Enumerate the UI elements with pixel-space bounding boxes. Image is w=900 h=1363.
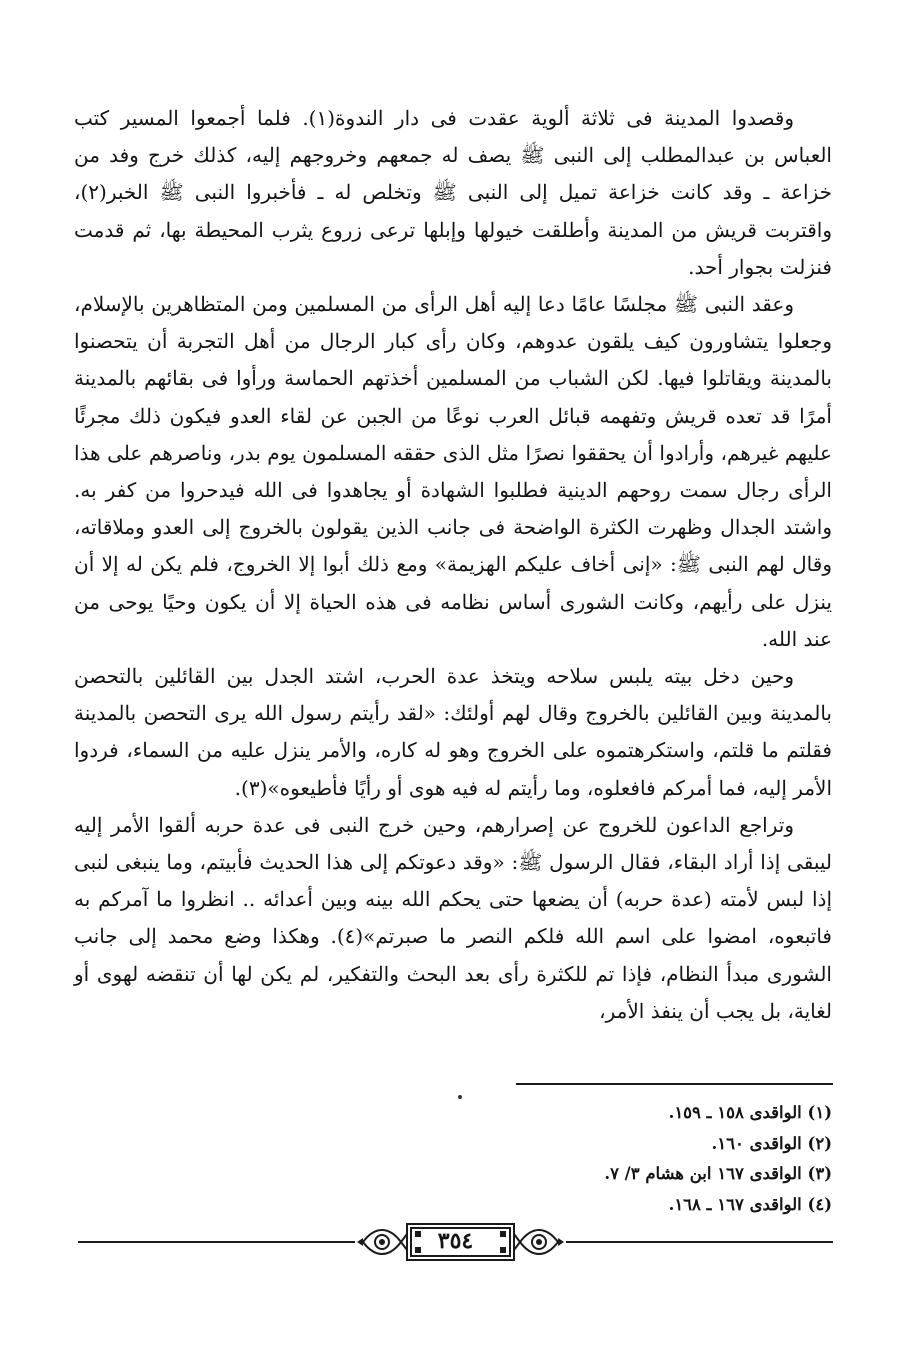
main-text	[74, 100, 832, 1030]
paragraph-4: وتراجع الداعون للخروج عن إصرارهم، وحين خرج النبى فى عدة حربه ألقوا الأمر إليه ليبقى إذا أراد البقاء، فقال الرسول ﷺ: «وقد دعوتكم إلى هذا الحديث فأبيتم، وما ينبغى لنبى إذا لبس لأمته (عدة حربه) أن يضعها حتى يحكم الله بينه وبين أعدائه .. انظروا ما آمركم به فاتبعوه، امضوا على اسم الله فلكم النصر ما صبرتم»(٤). وهكذا وضع محمد إلى جانب الشورى مبدأ النظام، فإذا تم للكثرة رأى بعد البحث والتفكير، لم يكن لها أن تنقضه لهوى أو لغاية، بل يجب أن ينفذ الأمر،	[74, 812, 832, 1023]
paragraph-2: وعقد النبى ﷺ مجلسًا عامًا دعا إليه أهل الرأى من المسلمين ومن المتظاهرين بالإسلام، وجعلوا يتشاورون كيف يلقون عدوهم، وكان رأى كبار الرجال من أهل التجربة أن يتحصنوا بالمدينة ويقاتلوا فيها. لكن الشباب من المسلمين أخذتهم الحماسة ورأوا فى بقائهم بالمدينة أمرًا قد تعده قريش وتفهمه قبائل العرب نوعًا من الجبن عن لقاء العدو فيكون ذلك مجرئًا عليهم غيرهم، وأرادوا أن يحققوا نصرًا مثل الذى حققه المسلمون يوم بدر، وناصرهم على هذا الرأى رجال سمت روحهم الدينية فطلبوا الشهادة أو يجاهدوا فى الله فيدحروا من كفر به. واشتد الجدال وظهرت الكثرة الواضحة فى جانب الذين يقولون بالخروج إلى العدو وملاقاته، وقال لهم النبى ﷺ: «إنى أخاف عليكم الهزيمة» ومع ذلك أبوا إلا الخروج، فلم يكن له إلا أن ينزل على رأيهم، وكانت الشورى أساس نظامه فى هذه الحياة إلا أن يكون وحيًا يوحى من عند الله.	[74, 292, 832, 651]
ink-dot	[458, 1095, 462, 1099]
footnote-1: (١) الواقدى ١٥٨ ـ ١٥٩.	[668, 1103, 832, 1122]
footnote-3: (٣) الواقدى ١٦٧ ابن هشام ٣/ ٧.	[604, 1164, 832, 1183]
footnote-4: (٤) الواقدى ١٦٧ ـ ١٦٨.	[668, 1194, 832, 1214]
footer-rule-left	[78, 1241, 355, 1243]
paragraph-1: وقصدوا المدينة فى ثلاثة ألوية عقدت فى دار الندوة(١). فلما أجمعوا المسير كتب العباس بن عبدالمطلب إلى النبى ﷺ يصف له جمعهم وخروجهم إليه، كذلك خرج وفد من خزاعة ـ وقد كانت خزاعة تميل إلى النبى ﷺ وتخلص له ـ فأخبروا النبى ﷺ الخبر(٢)، واقتربت قريش من المدينة وأطلقت خيولها وإبلها ترعى زروع يثرب المحيطة بها، ثم قدمت فنزلت بجوار أحد.	[74, 106, 832, 279]
footnote-separator	[516, 1083, 833, 1085]
footer-rule-right	[566, 1241, 833, 1243]
page-number: ٣٥٤	[437, 1228, 474, 1254]
footnote-2: (٢) الواقدى ١٦٠.	[711, 1133, 832, 1153]
footnotes	[470, 1098, 832, 1220]
page-footer	[78, 1212, 833, 1272]
paragraph-3: وحين دخل بيته يلبس سلاحه ويتخذ عدة الحرب، اشتد الجدل بين القائلين بالتحصن بالمدينة وبين القائلين بالخروج وقال لهم أولئك: «لقد رأيتم رسول الله يرى التحصن بالمدينة فقلتم ما قلتم، واستكرهتموه على الخروج وهو له كاره، والأمر ينزل عليه من السماء، فردوا الأمر إليه، فما أمركم فافعلوه، وما رأيتم له فيه هوى أو رأيًا فأطيعوه»(٣).	[74, 664, 832, 800]
